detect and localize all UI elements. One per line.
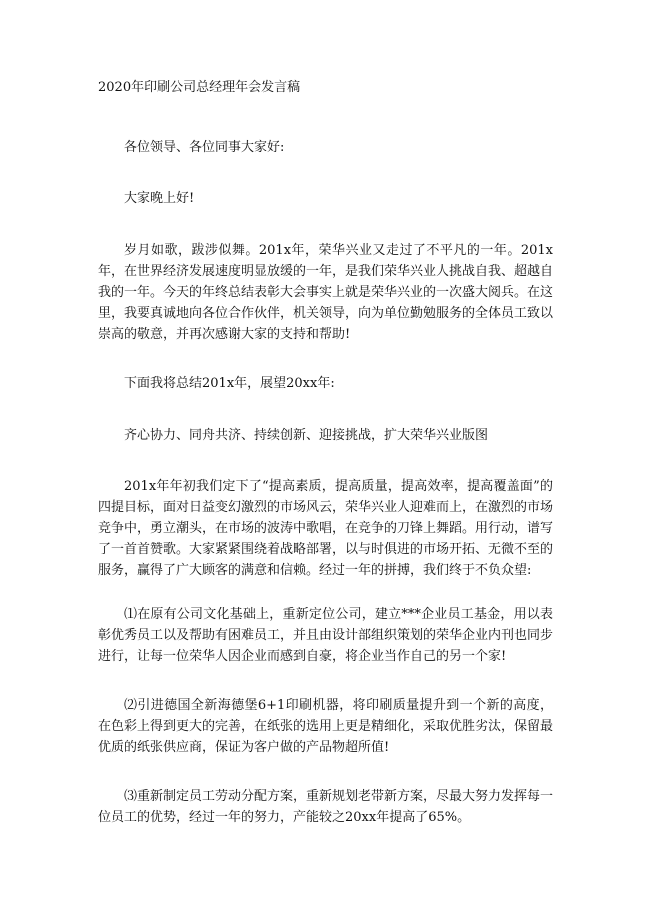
greeting-leaders-paragraph: 各位领导、各位同事大家好: [124, 140, 285, 155]
review-paragraph: 下面我将总结201x年，展望20xx年: [124, 376, 335, 391]
achievement-item-2: ⑵引进德国全新海德堡6+1印刷机器，将印刷质量提升到一个新的高度，在色彩上得到更大的完善，在纸张的选用上更是精细化，采取优胜劣汰，保留最优质的纸张供应商，保证为客户做的产品物超所值! [98, 698, 554, 755]
greeting-evening-paragraph: 大家晚上好! [124, 191, 195, 206]
slogan-paragraph: 齐心协力、同舟共济、持续创新、迎接挑战，扩大荣华兴业版图 [124, 428, 489, 443]
document-title: 2020年印刷公司总经理年会发言稿 [98, 80, 301, 95]
achievement-item-3: ⑶重新制定员工劳动分配方案，重新规划老带新方案，尽最大努力发挥每一位员工的优势，经过一年的努力，产能较之20xx年提高了65%。 [98, 789, 554, 825]
goals-paragraph: 201x年年初我们定下了“提高素质，提高质量，提高效率，提高覆盖面”的四提目标，面对日益变幻激烈的市场风云，荣华兴业人迎难而上，在激烈的市场竞争中，勇立潮头，在市场的波涛中歌唱，在竞争的刀锋上舞蹈。用行动，谱写了一首首赞歌。大家紧紧围绕着战略部署，以与时俱进的市场开拓、无微不至的服务，赢得了广大顾客的满意和信赖。经过一年的拼搏，我们终于不负众望: [98, 479, 554, 578]
intro-paragraph: 岁月如歌，跋涉似舞。201x年，荣华兴业又走过了不平凡的一年。201x年，在世界经济发展速度明显放缓的一年，是我们荣华兴业人挑战自我、超越自我的一年。今天的年终总结表彰大会事实上就是荣华兴业的一次盛大阅兵。在这里，我要真诚地向各位合作伙伴，机关领导，向为单位勤勉服务的全体员工致以崇高的敬意，并再次感谢大家的支持和帮助! [98, 243, 554, 342]
achievement-item-1: ⑴在原有公司文化基础上，重新定位公司，建立***企业员工基金，用以表彰优秀员工以及帮助有困难员工，并且由设计部组织策划的荣华企业内刊也同步进行，让每一位荣华人因企业而感到自豪，将企业当作自己的另一个家! [98, 607, 554, 664]
